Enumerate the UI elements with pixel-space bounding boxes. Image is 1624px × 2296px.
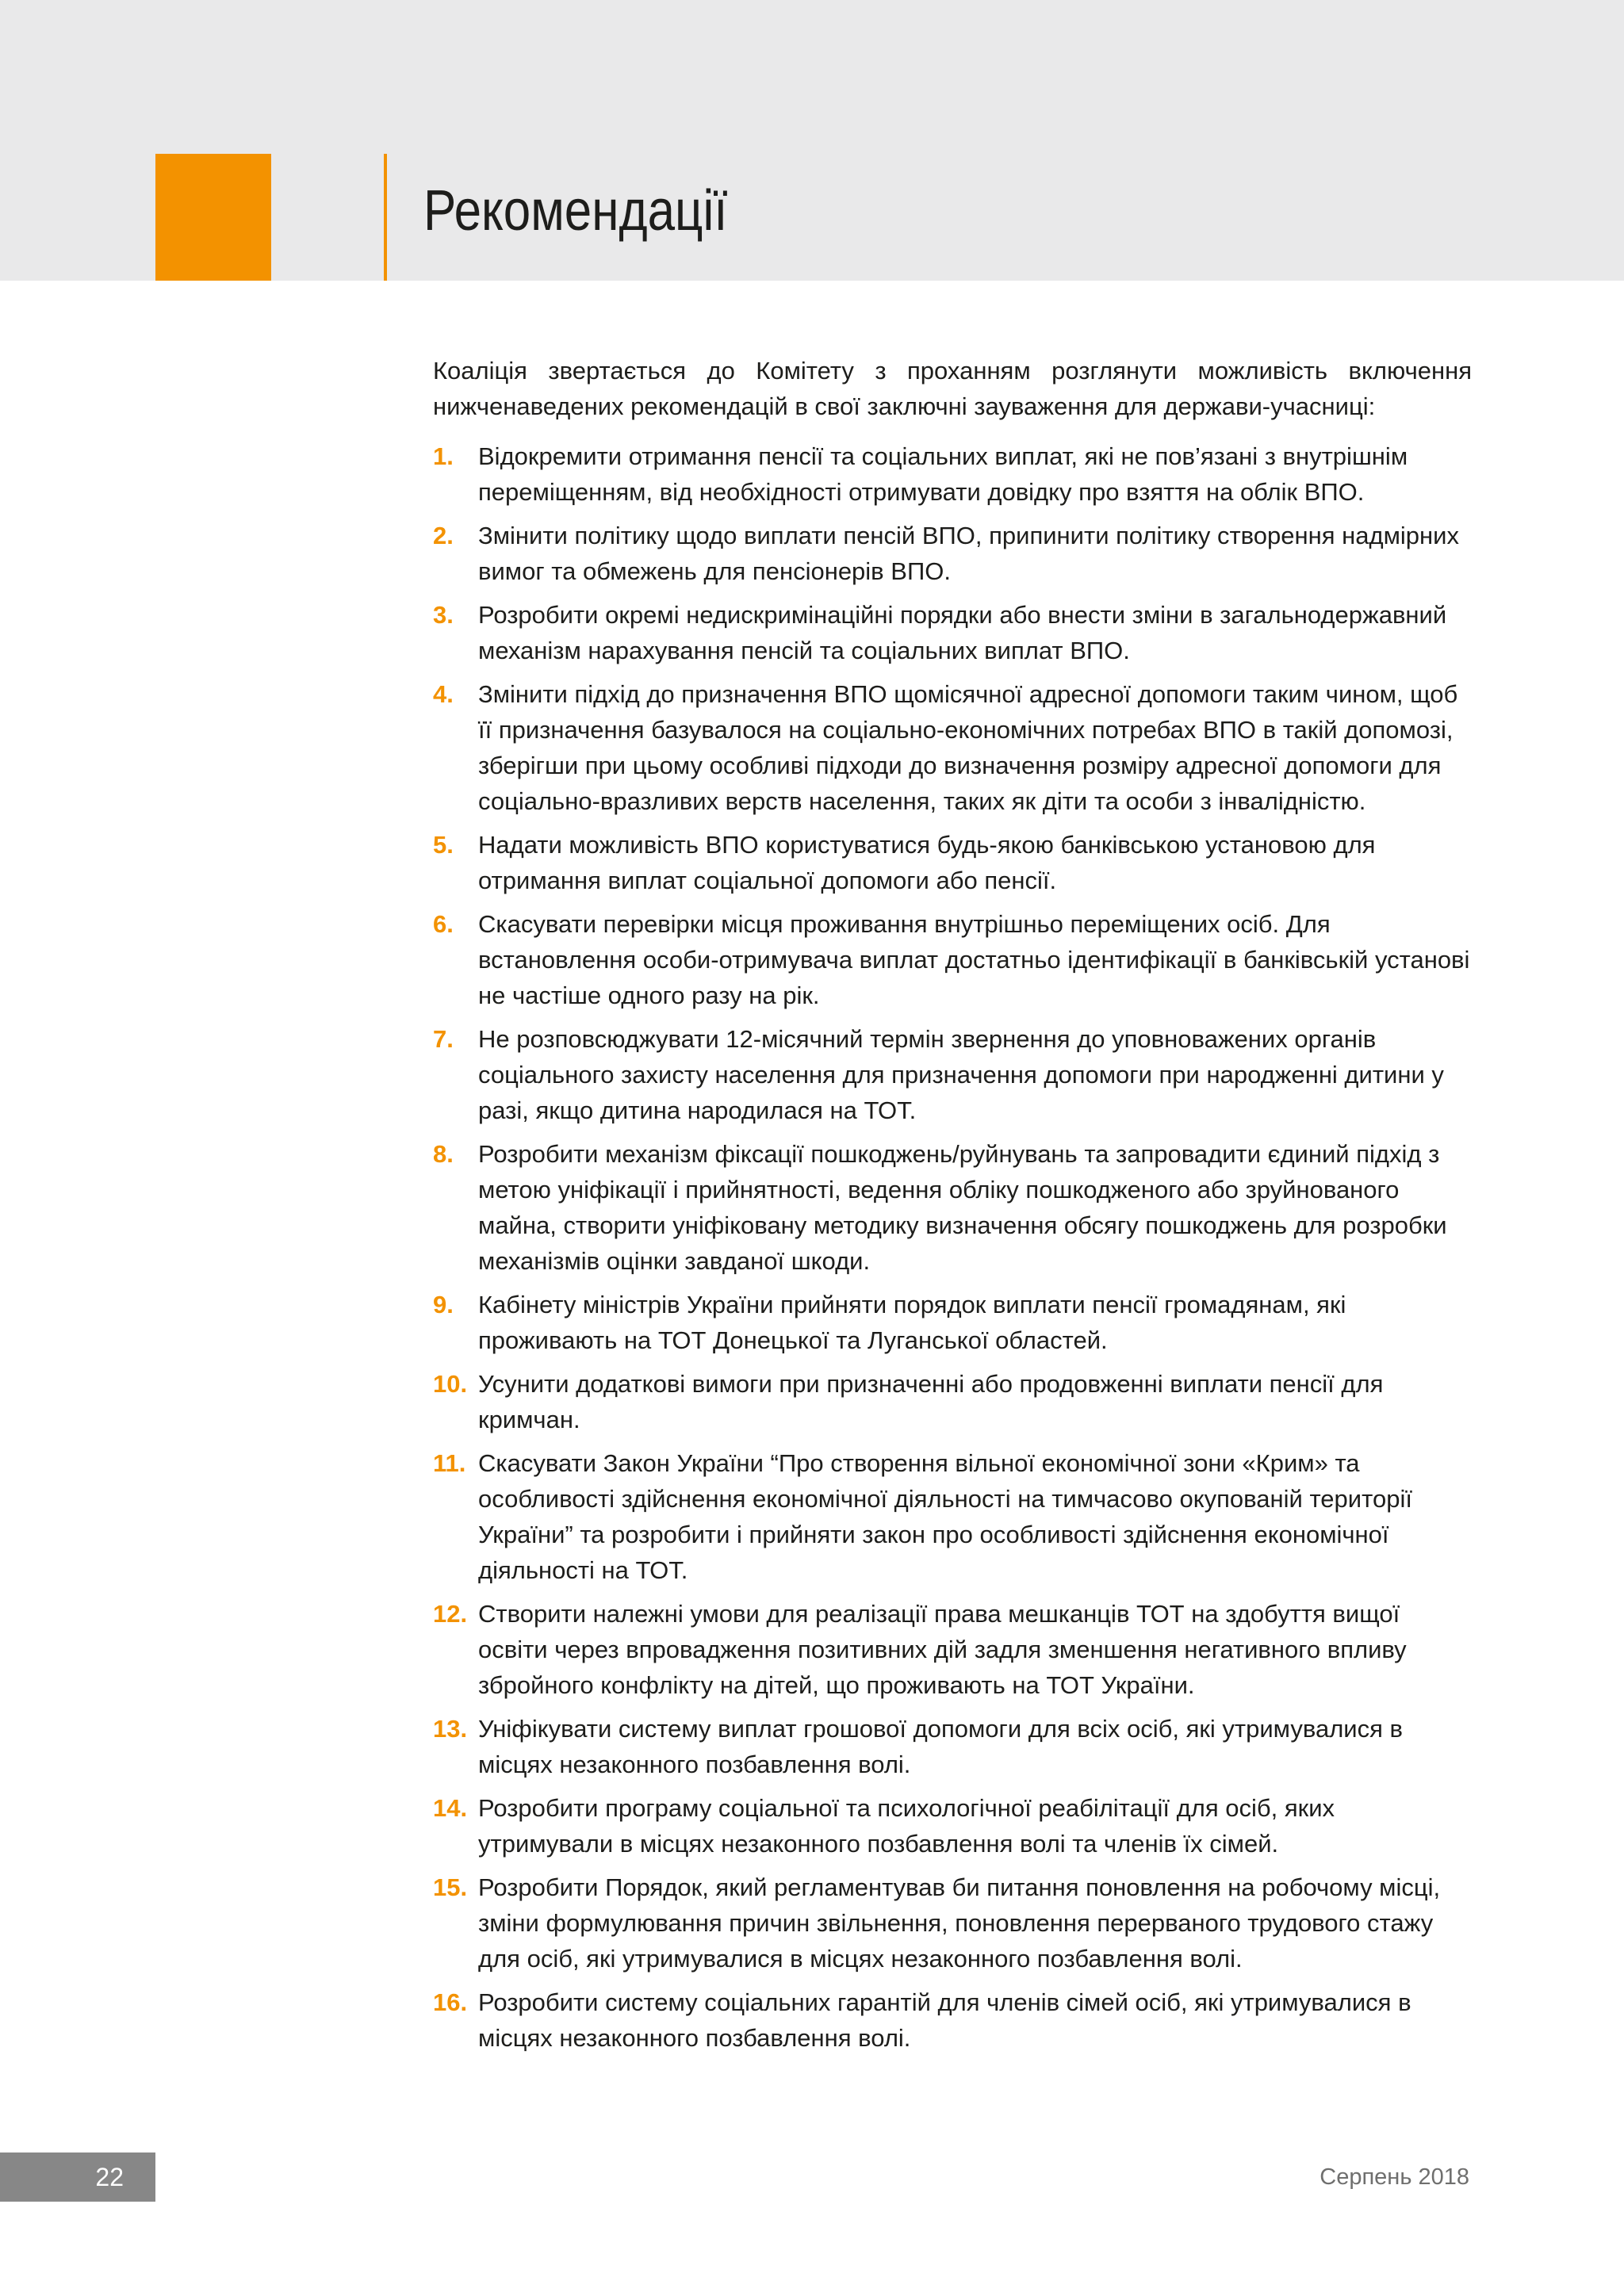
list-item-text: Розробити систему соціальних гарантій для членів сімей осіб, які утримувалися в місцях незаконного позбавлення волі. — [478, 1988, 1411, 2052]
list-item-number: 6. — [433, 910, 454, 938]
list-item-number: 16. — [433, 1988, 468, 2016]
list-item-text: Створити належні умови для реалізації права мешканців ТОТ на здобуття вищої освіти через впровадження позитивних дій задля зменшення негативного впливу збройного конфлікту на дітей, що проживають на ТОТ України. — [478, 1600, 1407, 1699]
list-item — [433, 1869, 1472, 1976]
list-item-text: Не розповсюджувати 12-місячний термін звернення до уповноважених органів соціального захисту населення для призначення допомоги при народженні дитини у разі, якщо дитина народилася на ТОТ. — [478, 1025, 1444, 1124]
list-item-text: Відокремити отримання пенсії та соціальних виплат, які не пов’язані з внутрішнім переміщенням, від необхідності отримувати довідку про взяття на облік ВПО. — [478, 442, 1408, 506]
list-item-text: Розробити Порядок, який регламентував би питання поновлення на робочому місці, зміни формулювання причин звільнення, поновлення перерваного трудового стажу для осіб, які утримувалися в місцях незаконного позбавлення волі. — [478, 1873, 1441, 1973]
list-item-number: 9. — [433, 1291, 454, 1318]
list-item-text: Скасувати перевірки місця проживання внутрішньо переміщених осіб. Для встановлення особи-отримувача виплат достатньо ідентифікації в банківській установі не частіше одного разу на рік. — [478, 910, 1470, 1009]
list-item — [433, 1136, 1472, 1279]
list-item — [433, 518, 1472, 589]
page-number-box — [0, 2152, 155, 2202]
list-item-text: Уніфікувати систему виплат грошової допомоги для всіх осіб, які утримувалися в місцях незаконного позбавлення волі. — [478, 1715, 1403, 1778]
list-item-text: Розробити механізм фіксації пошкоджень/руйнувань та запровадити єдиний підхід з метою уніфікації і прийнятності, ведення обліку пошкодженого або зруйнованого майна, створити уніфіковану методику визначення обсягу пошкоджень для розробки механізмів оцінки завданої шкоди. — [478, 1140, 1447, 1275]
list-item — [433, 1711, 1472, 1782]
list-item-number: 12. — [433, 1600, 468, 1628]
intro-paragraph: Коаліція звертається до Комітету з проханням розглянути можливість включення нижченаведених рекомендацій в свої заключні зауваження для держави-учасниці: — [433, 357, 1472, 420]
list-item-text: Усунити додаткові вимоги при призначенні або продовженні виплати пенсії для кримчан. — [478, 1370, 1384, 1433]
list-item — [433, 597, 1472, 668]
orange-accent-square — [155, 154, 271, 281]
list-item-number: 2. — [433, 522, 454, 549]
list-item — [433, 1445, 1472, 1588]
list-item — [433, 438, 1472, 510]
list-item-number: 1. — [433, 442, 454, 470]
list-item — [433, 906, 1472, 1013]
list-item — [433, 1984, 1472, 2056]
list-item — [433, 676, 1472, 819]
list-item-number: 3. — [433, 601, 454, 629]
footer-date: Серпень 2018 — [1320, 2164, 1469, 2190]
list-item-number: 4. — [433, 680, 454, 708]
list-item-number: 5. — [433, 831, 454, 859]
list-item-text: Розробити окремі недискримінаційні порядки або внести зміни в загальнодержавний механізм нарахування пенсій та соціальних виплат ВПО. — [478, 601, 1447, 664]
list-item-text: Надати можливість ВПО користуватися будь-якою банківською установою для отримання виплат соціальної допомоги або пенсії. — [478, 831, 1376, 894]
list-item-number: 10. — [433, 1370, 468, 1398]
title-accent-rule — [384, 154, 387, 281]
list-item — [433, 1596, 1472, 1703]
list-item-number: 15. — [433, 1873, 468, 1901]
list-item-text: Змінити підхід до призначення ВПО щомісячної адресної допомоги таким чином, щоб її призначення базувалося на соціально-економічних потребах ВПО в такій допомозі, зберігши при цьому особливі підходи до визначення розміру адресної допомоги для соціально-вразливих верств населення, таких як діти та особи з інвалідністю. — [478, 680, 1458, 815]
list-item-text: Скасувати Закон України “Про створення вільної економічної зони «Крим» та особливості здійснення економічної діяльності на тимчасово окупованій території України” та розробити і прийняти закон про особливості здійснення економічної діяльності на ТОТ. — [478, 1449, 1412, 1584]
list-item-number: 14. — [433, 1794, 468, 1822]
list-item — [433, 1021, 1472, 1128]
list-item — [433, 1790, 1472, 1862]
list-item — [433, 1287, 1472, 1358]
list-item-number: 11. — [433, 1449, 466, 1477]
list-item-text: Кабінету міністрів України прийняти порядок виплати пенсії громадянам, які проживають на ТОТ Донецької та Луганської областей. — [478, 1291, 1346, 1354]
recommendations-list — [433, 438, 1472, 2056]
list-item-text: Розробити програму соціальної та психологічної реабілітації для осіб, яких утримували в місцях незаконного позбавлення волі та членів їх сімей. — [478, 1794, 1335, 1858]
list-item — [433, 827, 1472, 898]
page-title: Рекомендації — [423, 179, 728, 243]
main-content — [433, 353, 1472, 2064]
page-number: 22 — [95, 2163, 124, 2191]
list-item-text: Змінити політику щодо виплати пенсій ВПО, припинити політику створення надмірних вимог та обмежень для пенсіонерів ВПО. — [478, 522, 1459, 585]
list-item — [433, 1366, 1472, 1437]
list-item-number: 7. — [433, 1025, 454, 1053]
list-item-number: 13. — [433, 1715, 468, 1743]
list-item-number: 8. — [433, 1140, 454, 1168]
